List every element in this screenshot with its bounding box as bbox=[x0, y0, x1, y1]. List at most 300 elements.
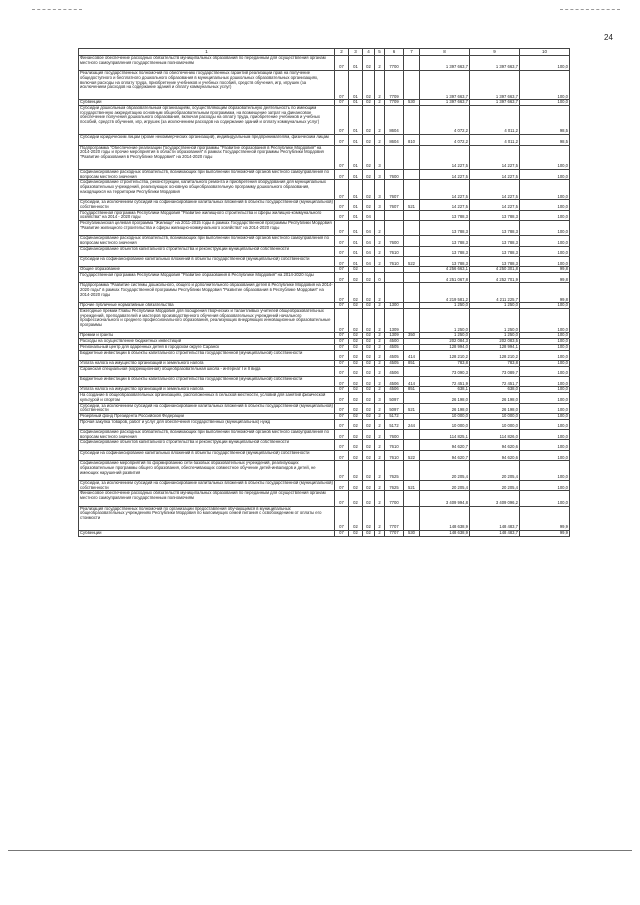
cell-program: 02 bbox=[363, 333, 375, 339]
cell-percent: 99,8 bbox=[520, 283, 570, 303]
cell-executed: 1 250,0 bbox=[470, 333, 520, 339]
row-description: Софинансирование мероприятий по формированию сети базовых образовательных учреждений, реализующих образовательные программы общего образования, обеспечивающих совместное обучение детей-инвалидов и детей, не имеющих нарушений развития bbox=[79, 461, 335, 481]
table-row bbox=[79, 71, 570, 100]
cell-subsection: 01 bbox=[349, 210, 363, 220]
cell-planned: 4 219 581,2 bbox=[420, 283, 470, 303]
cell-subprogram: 3 bbox=[375, 170, 385, 180]
cell-percent: 100,0 bbox=[520, 403, 570, 413]
cell-program: 02 bbox=[363, 273, 375, 283]
row-description: Софинансирование строительства, реконструкции, капитального ремонта и приобретения оборудования для муниципальных образовательных учреждений, реализующих основную общеобразовательную программу дошкольного образования, находящихся на территории Республики Мордовия bbox=[79, 180, 335, 200]
cell-percent: 100,0 bbox=[520, 246, 570, 256]
table-row bbox=[79, 419, 570, 429]
cell-executed: 14 227,5 bbox=[470, 145, 520, 170]
cell-subprogram: 3 bbox=[375, 393, 385, 403]
cell-executed: 1 250,0 bbox=[470, 308, 520, 333]
cell-section: 07 bbox=[335, 450, 349, 460]
cell-item: 7610 bbox=[385, 246, 404, 256]
cell-subsection: 02 bbox=[349, 366, 363, 376]
cell-item: 5172 bbox=[385, 419, 404, 429]
cell-program: 02 bbox=[363, 450, 375, 460]
cell-subsection: 01 bbox=[349, 170, 363, 180]
cell-percent: 100,0 bbox=[520, 350, 570, 360]
cell-subsection: 01 bbox=[349, 135, 363, 145]
cell-program: 02 bbox=[363, 135, 375, 145]
cell-section: 07 bbox=[335, 366, 349, 376]
cell-percent: 100,0 bbox=[520, 491, 570, 506]
cell-subprogram: 2 bbox=[375, 135, 385, 145]
cell-item: 5097 bbox=[385, 403, 404, 413]
cell-subsection: 02 bbox=[349, 403, 363, 413]
cell-percent: 100,0 bbox=[520, 377, 570, 387]
row-description: Премии и гранты bbox=[79, 333, 335, 339]
cell-planned: 20 205,4 bbox=[420, 481, 470, 491]
cell-section: 07 bbox=[335, 105, 349, 134]
cell-planned: 1 250,0 bbox=[420, 333, 470, 339]
cell-subprogram: 2 bbox=[375, 303, 385, 309]
cell-percent: 100,0 bbox=[520, 221, 570, 236]
row-description: Финансовое обеспечение расходных обязательств муниципальных образований по переданным для осуществления органам местного самоуправления государственным полномочиям bbox=[79, 491, 335, 506]
cell-subsection: 02 bbox=[349, 344, 363, 350]
cell-subprogram: 2 bbox=[375, 531, 385, 537]
cell-item: 1309 bbox=[385, 308, 404, 333]
cell-subsection: 02 bbox=[349, 273, 363, 283]
row-description: Республиканская целевая программа "Жилище" на 2011-2015 годы в рамках Государственной программы Республики Мордовия "Развитие жилищного строительства и сферы жилищно-коммунального хозяйства" на 2014-2020 годы bbox=[79, 221, 335, 236]
cell-percent: 100,0 bbox=[520, 303, 570, 309]
cell-program: 04 bbox=[363, 256, 375, 266]
cell-subprogram: 2 bbox=[375, 413, 385, 419]
cell-section: 07 bbox=[335, 333, 349, 339]
cell-expense-type: 530 bbox=[404, 531, 420, 537]
cell-item: 7709 bbox=[385, 100, 404, 106]
cell-percent: 100,0 bbox=[520, 419, 570, 429]
row-description: Субсидии юридическим лицам (кроме некоммерческих организаций), индивидуальным предпринимателям, физическим лицам bbox=[79, 135, 335, 145]
row-description: Резервный фонд Президента Российской Федерации bbox=[79, 413, 335, 419]
cell-executed: 202 083,5 bbox=[470, 339, 520, 345]
cell-executed: 26 198,0 bbox=[470, 393, 520, 403]
cell-item: 7600 bbox=[385, 170, 404, 180]
cell-percent: 99,9 bbox=[520, 506, 570, 531]
cell-program: 02 bbox=[363, 100, 375, 106]
row-description: Субсидии на софинансирование капитальных вложений в объекты государственной (муниципальной) собственности bbox=[79, 450, 335, 460]
row-description: Финансовое обеспечение расходных обязательств муниципальных образований по переданным для осуществления органам местного самоуправления государственным полномочиям bbox=[79, 56, 335, 71]
row-description: Бюджетные инвестиции в объекты капитального строительства государственной (муниципальной) собственности bbox=[79, 377, 335, 387]
page-number: 24 bbox=[604, 33, 613, 42]
cell-item: 7610 bbox=[385, 256, 404, 266]
cell-percent: 100,0 bbox=[520, 461, 570, 481]
cell-section: 07 bbox=[335, 135, 349, 145]
cell-expense-type bbox=[404, 461, 420, 481]
cell-program: 04 bbox=[363, 246, 375, 256]
cell-planned: 1 250,0 bbox=[420, 303, 470, 309]
cell-item bbox=[385, 273, 404, 283]
cell-subprogram: 3 bbox=[375, 200, 385, 210]
cell-percent: 99,9 bbox=[520, 531, 570, 537]
cell-expense-type bbox=[404, 56, 420, 71]
cell-planned: 4 072,2 bbox=[420, 135, 470, 145]
cell-section: 07 bbox=[335, 339, 349, 345]
cell-section: 07 bbox=[335, 531, 349, 537]
cell-item: 7600 bbox=[385, 430, 404, 440]
cell-percent: 100,0 bbox=[520, 413, 570, 419]
cell-subsection: 01 bbox=[349, 200, 363, 210]
table-row bbox=[79, 200, 570, 210]
cell-item: 4506 bbox=[385, 387, 404, 393]
cell-expense-type bbox=[404, 221, 420, 236]
cell-planned: 148 638,9 bbox=[420, 506, 470, 531]
cell-subprogram: 2 bbox=[375, 491, 385, 506]
row-description: Софинансирование объектов капитального строительства и реконструкции муниципальной собственности bbox=[79, 246, 335, 256]
row-description: Саранская специальная (коррекционная) общеобразовательная школа - интернат I и II вида bbox=[79, 366, 335, 376]
cell-expense-type bbox=[404, 506, 420, 531]
cell-percent: 100,0 bbox=[520, 200, 570, 210]
cell-item: 8604 bbox=[385, 135, 404, 145]
row-description: Софинансирование объектов капитального строительства и реконструкции муниципальной собственности bbox=[79, 440, 335, 450]
cell-executed: 1 397 663,7 bbox=[470, 71, 520, 100]
table-row bbox=[79, 56, 570, 71]
cell-section: 07 bbox=[335, 506, 349, 531]
cell-percent: 98,5 bbox=[520, 105, 570, 134]
cell-executed: 14 227,5 bbox=[470, 200, 520, 210]
cell-item: 1300 bbox=[385, 303, 404, 309]
cell-planned: 148 638,9 bbox=[420, 531, 470, 537]
cell-section: 07 bbox=[335, 100, 349, 106]
cell-item: 4506 bbox=[385, 366, 404, 376]
table-row bbox=[79, 393, 570, 403]
cell-planned: 1 397 663,7 bbox=[420, 100, 470, 106]
row-description: Уплата налога на имущество организаций и земельного налога bbox=[79, 387, 335, 393]
cell-subprogram: 2 bbox=[375, 430, 385, 440]
cell-expense-type bbox=[404, 180, 420, 200]
cell-subprogram: 2 bbox=[375, 377, 385, 387]
cell-section: 07 bbox=[335, 461, 349, 481]
cell-subprogram: 2 bbox=[375, 100, 385, 106]
cell-section: 07 bbox=[335, 180, 349, 200]
cell-subsection: 02 bbox=[349, 350, 363, 360]
cell-program: 02 bbox=[363, 344, 375, 350]
cell-item: 4505 bbox=[385, 350, 404, 360]
table-row bbox=[79, 450, 570, 460]
cell-subprogram: 2 bbox=[375, 350, 385, 360]
cell-subsection: 01 bbox=[349, 56, 363, 71]
cell-planned: 72 451,9 bbox=[420, 377, 470, 387]
cell-expense-type bbox=[404, 491, 420, 506]
cell-program: 02 bbox=[363, 481, 375, 491]
cell-executed: 3 409 096,2 bbox=[470, 491, 520, 506]
cell-program: 02 bbox=[363, 506, 375, 531]
cell-expense-type bbox=[404, 366, 420, 376]
cell-subprogram: 2 bbox=[375, 360, 385, 366]
cell-executed: 4 250 301,8 bbox=[470, 267, 520, 273]
cell-subprogram: 0 bbox=[375, 273, 385, 283]
cell-subprogram: 2 bbox=[375, 71, 385, 100]
cell-executed: 10 000,0 bbox=[470, 419, 520, 429]
cell-executed: 128 994,1 bbox=[470, 344, 520, 350]
cell-percent: 100,0 bbox=[520, 440, 570, 450]
table-row bbox=[79, 180, 570, 200]
cell-program: 02 bbox=[363, 71, 375, 100]
cell-planned: 94 620,7 bbox=[420, 450, 470, 460]
cell-expense-type: 350 bbox=[404, 333, 420, 339]
cell-executed: 14 227,5 bbox=[470, 170, 520, 180]
cell-executed: 73 089,7 bbox=[470, 366, 520, 376]
cell-section: 07 bbox=[335, 350, 349, 360]
cell-subsection: 02 bbox=[349, 461, 363, 481]
cell-section: 07 bbox=[335, 403, 349, 413]
cell-planned: 4 251 067,8 bbox=[420, 273, 470, 283]
cell-planned: 4 072,2 bbox=[420, 105, 470, 134]
cell-section: 07 bbox=[335, 440, 349, 450]
cell-section: 07 bbox=[335, 419, 349, 429]
cell-subsection: 01 bbox=[349, 246, 363, 256]
cell-subprogram: 3 bbox=[375, 180, 385, 200]
cell-executed: 4 011,2 bbox=[470, 135, 520, 145]
cell-program: 02 bbox=[363, 200, 375, 210]
cell-subprogram bbox=[375, 210, 385, 220]
cell-executed: 4 211 225,7 bbox=[470, 283, 520, 303]
cell-subsection: 02 bbox=[349, 360, 363, 366]
cell-planned: 783,8 bbox=[420, 360, 470, 366]
cell-executed: 13 788,3 bbox=[470, 210, 520, 220]
cell-planned: 26 198,0 bbox=[420, 403, 470, 413]
cell-item: 7625 bbox=[385, 481, 404, 491]
cell-expense-type bbox=[404, 170, 420, 180]
cell-expense-type bbox=[404, 440, 420, 450]
cell-executed: 13 788,3 bbox=[470, 256, 520, 266]
row-description: Уплата налога на имущество организаций и земельного налога bbox=[79, 360, 335, 366]
cell-percent: 100,0 bbox=[520, 393, 570, 403]
table-row bbox=[79, 377, 570, 387]
cell-expense-type bbox=[404, 308, 420, 333]
column-header: 6 bbox=[385, 49, 404, 56]
cell-planned: 14 227,5 bbox=[420, 180, 470, 200]
row-description: Субсидии, за исключением субсидий на софинансирование капитальных вложений в объекты государственной (муниципальной) собственности bbox=[80, 199, 333, 209]
cell-executed: 13 788,3 bbox=[470, 246, 520, 256]
cell-item bbox=[385, 283, 404, 303]
page-bottom-rule bbox=[8, 850, 632, 851]
cell-percent: 100,0 bbox=[520, 100, 570, 106]
cell-executed: 4 011,2 bbox=[470, 105, 520, 134]
cell-percent: 100,0 bbox=[520, 333, 570, 339]
cell-program: 04 bbox=[363, 210, 375, 220]
cell-percent: 99,8 bbox=[520, 267, 570, 273]
table-row bbox=[79, 531, 570, 537]
cell-planned: 4 256 663,1 bbox=[420, 267, 470, 273]
row-description: Субсидии, за исключением субсидий на софинансирование капитальных вложений в объекты государственной (муниципальной) собственности bbox=[80, 480, 333, 490]
cell-percent: 100,0 bbox=[520, 360, 570, 366]
table-row bbox=[79, 350, 570, 360]
cell-subprogram: 2 bbox=[375, 246, 385, 256]
table-row bbox=[79, 170, 570, 180]
cell-planned: 13 788,3 bbox=[420, 246, 470, 256]
row-description: Субсидии, за исключением субсидий на софинансирование капитальных вложений в объекты государственной (муниципальной) собственности bbox=[80, 403, 333, 413]
cell-planned: 1 250,0 bbox=[420, 308, 470, 333]
cell-percent: 100,0 bbox=[520, 170, 570, 180]
cell-expense-type bbox=[404, 393, 420, 403]
cell-subprogram: 2 bbox=[375, 333, 385, 339]
cell-subprogram: 2 bbox=[375, 481, 385, 491]
cell-percent: 100,0 bbox=[520, 145, 570, 170]
cell-subprogram: 2 bbox=[375, 461, 385, 481]
cell-expense-type: 522 bbox=[404, 256, 420, 266]
cell-program: 02 bbox=[363, 531, 375, 537]
cell-percent: 100,0 bbox=[520, 481, 570, 491]
cell-expense-type: 521 bbox=[404, 200, 420, 210]
cell-percent: 98,5 bbox=[520, 135, 570, 145]
cell-program: 02 bbox=[363, 403, 375, 413]
cell-item: 7707 bbox=[385, 506, 404, 531]
table-row bbox=[79, 461, 570, 481]
cell-item: 4505 bbox=[385, 344, 404, 350]
cell-section: 07 bbox=[335, 344, 349, 350]
row-description: Подпрограмма "Развитие системы дошкольного, общего и дополнительного образования детей в Республике Мордовия на 2014-2020 годы" в рамках Государственной программы Республики Мордовия "Развитие образования в Республике Мордовия" на 2014-2020 годы bbox=[79, 283, 335, 303]
cell-expense-type bbox=[404, 145, 420, 170]
cell-subprogram: 2 bbox=[375, 440, 385, 450]
cell-executed: 20 205,4 bbox=[470, 481, 520, 491]
cell-subsection: 01 bbox=[349, 71, 363, 100]
scan-edge-mark bbox=[560, 9, 620, 10]
cell-section: 07 bbox=[335, 273, 349, 283]
cell-percent: 100,0 bbox=[520, 56, 570, 71]
cell-percent: 99,8 bbox=[520, 273, 570, 283]
cell-expense-type bbox=[404, 283, 420, 303]
cell-subsection: 02 bbox=[349, 440, 363, 450]
cell-expense-type bbox=[404, 71, 420, 100]
cell-percent: 100,0 bbox=[520, 71, 570, 100]
cell-program: 02 bbox=[363, 366, 375, 376]
row-description: Субсидии дошкольным образовательным организациям, осуществляющим образовательную деятельность по имеющим государственную аккредитацию основным общеобразовательным программам, на возмещение затрат на финансовое обеспечение получения дошкольного образования, включая расходы на оплату труда, приобретение учебников и учебных пособий, средств обучения, игр, игрушек (за исключением расходов на содержание зданий и оплату коммунальных услуг) bbox=[79, 105, 335, 134]
cell-subprogram: 2 bbox=[375, 339, 385, 345]
cell-subsection: 02 bbox=[349, 267, 363, 273]
cell-item: 1309 bbox=[385, 333, 404, 339]
cell-expense-type: 851 bbox=[404, 360, 420, 366]
cell-item bbox=[385, 221, 404, 236]
table-row bbox=[79, 105, 570, 134]
row-description: Софинансирование расходных обязательств, возникающих при выполнении полномочий органов местного самоуправления по вопросам местного значения bbox=[79, 430, 335, 440]
cell-section: 07 bbox=[335, 170, 349, 180]
cell-expense-type: 521 bbox=[404, 481, 420, 491]
cell-planned: 73 090,3 bbox=[420, 366, 470, 376]
cell-planned: 13 788,3 bbox=[420, 256, 470, 266]
cell-planned: 94 620,7 bbox=[420, 440, 470, 450]
row-description: Реализация государственных полномочий по организации предоставления обучающимся в муниципальных общеобразовательных учреждениях Республики Мордовия по малоимущих семей питания с освобождением от оплаты его стоимости bbox=[79, 506, 335, 531]
cell-program: 02 bbox=[363, 419, 375, 429]
cell-subprogram: 2 bbox=[375, 403, 385, 413]
cell-percent: 100,0 bbox=[520, 339, 570, 345]
cell-expense-type bbox=[404, 273, 420, 283]
cell-subprogram: 2 bbox=[375, 56, 385, 71]
cell-section: 07 bbox=[335, 236, 349, 246]
cell-section: 07 bbox=[335, 246, 349, 256]
cell-subsection: 01 bbox=[349, 221, 363, 236]
row-description: Субсидии на софинансирование капитальных вложений в объекты государственной (муниципальной) собственности bbox=[79, 256, 335, 266]
cell-subprogram: 2 bbox=[375, 419, 385, 429]
cell-executed: 1 397 663,7 bbox=[470, 100, 520, 106]
cell-planned: 114 825,1 bbox=[420, 430, 470, 440]
row-description: Государственная программа Республики Мордовия "Развитие жилищного строительства и сферы жилищно-коммунального хозяйства" на 2014 - 2020 годы bbox=[79, 210, 335, 220]
cell-executed: 783,8 bbox=[470, 360, 520, 366]
cell-executed: 1 397 663,7 bbox=[470, 56, 520, 71]
cell-program: 02 bbox=[363, 308, 375, 333]
cell-item: 4506 bbox=[385, 377, 404, 387]
cell-item: 8604 bbox=[385, 105, 404, 134]
cell-program: 02 bbox=[363, 440, 375, 450]
cell-item: 7700 bbox=[385, 56, 404, 71]
cell-program: 02 bbox=[363, 360, 375, 366]
cell-section: 07 bbox=[335, 200, 349, 210]
cell-item: 7610 bbox=[385, 440, 404, 450]
cell-subsection: 02 bbox=[349, 333, 363, 339]
row-description: Реализация государственных полномочий по обеспечению государственных гарантий реализации прав на получение общедоступного и бесплатного дошкольного образования в муниципальных дошкольных образовательных организациях, включая расходы на оплату труда, приобретение учебников и учебных пособий, средств обучения, игр, игрушек (за исключением расходов на содержание зданий и оплату коммунальных услуг) bbox=[79, 71, 335, 100]
row-description: Прочая закупка товаров, работ и услуг для обеспечения государственных (муниципальных) нужд bbox=[79, 419, 335, 429]
cell-item bbox=[385, 145, 404, 170]
cell-subsection: 01 bbox=[349, 180, 363, 200]
cell-expense-type: 244 bbox=[404, 419, 420, 429]
row-description: Региональный центр для одаренных детей в городском округе Саранск bbox=[79, 344, 335, 350]
cell-subprogram: 2 bbox=[375, 308, 385, 333]
cell-item: 4500 bbox=[385, 339, 404, 345]
column-header: 9 bbox=[470, 49, 520, 56]
cell-section: 07 bbox=[335, 221, 349, 236]
cell-subprogram: 2 bbox=[375, 387, 385, 393]
cell-subprogram: 2 bbox=[375, 344, 385, 350]
cell-executed: 14 227,5 bbox=[470, 180, 520, 200]
cell-subsection: 02 bbox=[349, 377, 363, 387]
cell-program: 02 bbox=[363, 180, 375, 200]
cell-section: 07 bbox=[335, 360, 349, 366]
cell-planned: 202 084,3 bbox=[420, 339, 470, 345]
cell-item bbox=[385, 210, 404, 220]
table-row bbox=[79, 256, 570, 266]
cell-subprogram: 3 bbox=[375, 145, 385, 170]
column-header: 10 bbox=[520, 49, 570, 56]
table-header-row bbox=[79, 49, 570, 56]
cell-expense-type bbox=[404, 246, 420, 256]
cell-subsection: 02 bbox=[349, 531, 363, 537]
cell-section: 07 bbox=[335, 481, 349, 491]
cell-planned: 1 397 663,7 bbox=[420, 71, 470, 100]
cell-program: 02 bbox=[363, 303, 375, 309]
table-row bbox=[79, 221, 570, 236]
cell-percent: 100,0 bbox=[520, 430, 570, 440]
column-header: 3 bbox=[349, 49, 363, 56]
cell-section: 07 bbox=[335, 71, 349, 100]
cell-executed: 20 205,4 bbox=[470, 461, 520, 481]
cell-subsection: 02 bbox=[349, 303, 363, 309]
cell-subsection: 01 bbox=[349, 236, 363, 246]
table-row bbox=[79, 135, 570, 145]
cell-planned: 3 409 994,8 bbox=[420, 491, 470, 506]
cell-executed: 72 451,7 bbox=[470, 377, 520, 387]
table-row bbox=[79, 210, 570, 220]
cell-executed: 10 000,0 bbox=[470, 413, 520, 419]
cell-section: 07 bbox=[335, 145, 349, 170]
cell-program: 02 bbox=[363, 56, 375, 71]
cell-planned: 10 000,0 bbox=[420, 419, 470, 429]
row-description: Общее образование bbox=[79, 267, 335, 273]
cell-executed: 4 252 701,9 bbox=[470, 273, 520, 283]
cell-executed: 13 788,3 bbox=[470, 221, 520, 236]
cell-subprogram: 2 bbox=[375, 236, 385, 246]
cell-program: 02 bbox=[363, 491, 375, 506]
cell-planned: 14 227,5 bbox=[420, 200, 470, 210]
cell-expense-type: 414 bbox=[404, 350, 420, 360]
cell-expense-type bbox=[404, 210, 420, 220]
table-row bbox=[79, 366, 570, 376]
cell-section: 07 bbox=[335, 430, 349, 440]
column-header: 4 bbox=[363, 49, 375, 56]
cell-subsection: 02 bbox=[349, 339, 363, 345]
cell-item: 7707 bbox=[385, 531, 404, 537]
